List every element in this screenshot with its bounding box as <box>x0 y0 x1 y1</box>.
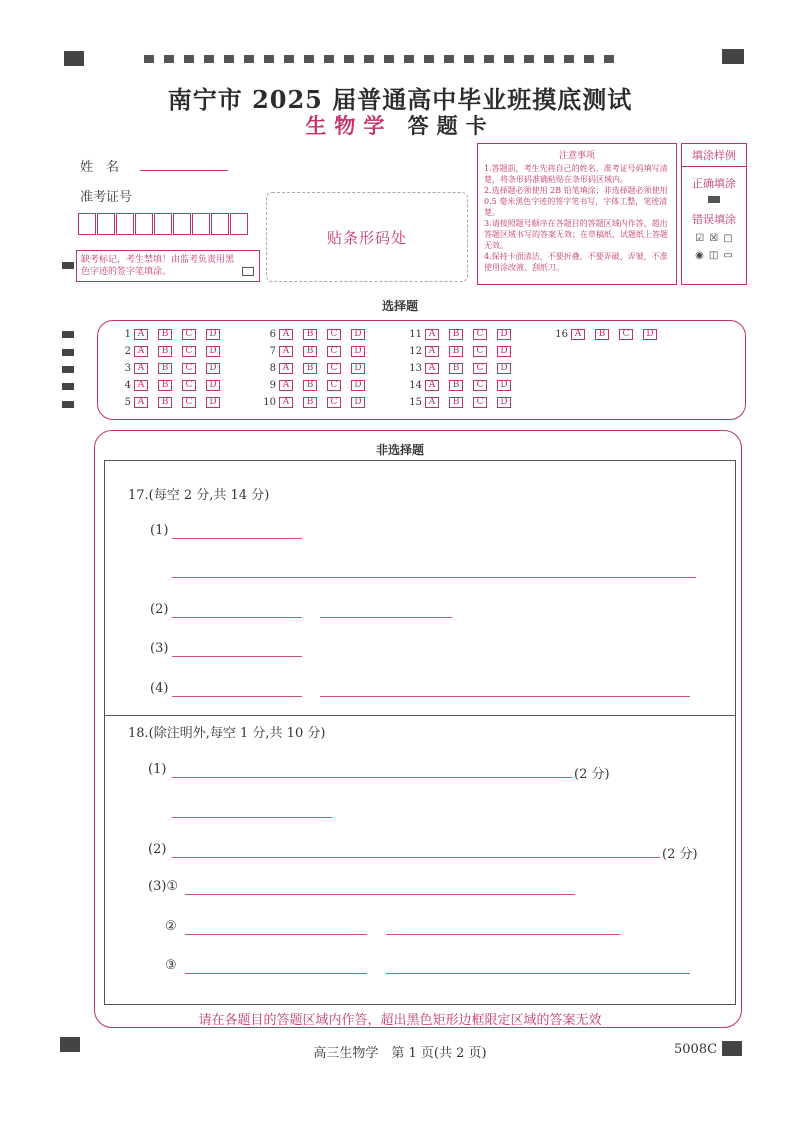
notice-item: 2.选择题必须使用 2B 铅笔填涂；非选择题必须使用 0.5 毫米黑色字迹的签字笔书写，字体工整，笔迹清楚。 <box>484 186 668 217</box>
correct-fill-example <box>708 196 720 203</box>
question-number: 4 <box>124 380 131 391</box>
q17-part-2-answer-line[interactable] <box>320 617 452 618</box>
choice-question-5 <box>113 397 230 408</box>
choice-question-3 <box>113 363 230 374</box>
option-bubble-d[interactable]: D <box>497 329 511 340</box>
q17-part-1-answer-line[interactable] <box>172 538 302 539</box>
page-title: 南宁市 2025 届普通高中毕业班摸底测试 <box>167 85 633 114</box>
option-bubble-d[interactable]: D <box>206 397 220 408</box>
registration-mark <box>62 383 74 390</box>
q17-part-4-answer-line[interactable] <box>320 696 690 697</box>
question-number: 15 <box>409 397 422 408</box>
option-bubble-a[interactable]: A <box>425 363 439 374</box>
q18-part-2-points: (2 分) <box>662 847 698 862</box>
page-footer: 高三生物学 第 1 页(共 2 页) <box>313 1046 487 1061</box>
option-bubble-a[interactable]: A <box>279 329 293 340</box>
question-number: 14 <box>409 380 422 391</box>
question-number: 11 <box>409 329 422 340</box>
q18-part-3-2-label: ② <box>165 919 177 934</box>
name-label: 姓 名 <box>80 160 120 175</box>
barcode-area: 贴条形码处 <box>266 192 468 282</box>
question-number: 16 <box>555 329 568 340</box>
absent-mark-box <box>76 250 260 282</box>
choice-question-12 <box>404 346 521 357</box>
question-number: 8 <box>269 363 276 374</box>
choice-question-14 <box>404 380 521 391</box>
wrong-fill-dot-icon: ◉ <box>695 250 704 261</box>
question-number: 1 <box>124 329 131 340</box>
choice-question-13 <box>404 363 521 374</box>
option-bubble-d[interactable]: D <box>351 329 365 340</box>
option-bubble-d[interactable]: D <box>206 363 220 374</box>
option-bubble-b[interactable]: B <box>158 363 172 374</box>
option-bubble-a[interactable]: A <box>279 346 293 357</box>
name-field[interactable] <box>140 170 228 171</box>
option-bubble-b[interactable]: B <box>449 363 463 374</box>
choice-question-6 <box>258 329 375 340</box>
choice-question-11 <box>404 329 521 340</box>
q18-part-1-answer-line[interactable] <box>172 817 332 818</box>
option-bubble-d[interactable]: D <box>351 397 365 408</box>
option-bubble-b[interactable]: B <box>449 397 463 408</box>
wrong-fill-check-icon: ☑ <box>695 233 705 244</box>
registration-mark <box>62 262 74 269</box>
option-bubble-a[interactable]: A <box>425 346 439 357</box>
question-number: 5 <box>124 397 131 408</box>
wrong-fill-label: 错误填涂 <box>692 213 736 226</box>
question-number: 3 <box>124 363 131 374</box>
card-label: 答题卡 <box>407 113 495 138</box>
choice-question-2 <box>113 346 230 357</box>
option-bubble-d[interactable]: D <box>206 329 220 340</box>
q17-heading: 17.(每空 2 分,共 14 分) <box>128 488 270 503</box>
id-label: 准考证号 <box>80 190 133 205</box>
absent-note: 缺考标记，考生禁填！由监考负责用黑色字迹的签字笔填涂。 <box>81 255 235 277</box>
id-number-boxes[interactable] <box>78 213 249 235</box>
registration-mark-top-left <box>64 51 84 66</box>
q18-part-2-answer-line[interactable] <box>172 857 660 858</box>
option-bubble-d[interactable]: D <box>497 363 511 374</box>
timing-track <box>144 55 624 63</box>
option-bubble-a[interactable]: A <box>279 397 293 408</box>
q17-part-4-answer-line[interactable] <box>172 696 302 697</box>
option-bubble-c[interactable]: C <box>182 346 196 357</box>
option-bubble-c[interactable]: C <box>327 397 341 408</box>
option-bubble-c[interactable]: C <box>327 363 341 374</box>
choice-question-15 <box>404 397 521 408</box>
option-bubble-b[interactable]: B <box>303 346 317 357</box>
choice-question-9 <box>258 380 375 391</box>
wrong-fill-cross-icon: ☒ <box>709 233 719 244</box>
q17-part-1-answer-line[interactable] <box>172 577 696 578</box>
option-bubble-b[interactable]: B <box>449 380 463 391</box>
option-bubble-c[interactable]: C <box>473 363 487 374</box>
option-bubble-c[interactable]: C <box>182 380 196 391</box>
question-divider <box>104 715 736 716</box>
option-bubble-c[interactable]: C <box>473 380 487 391</box>
question-number: 10 <box>263 397 276 408</box>
paper-code: 5008C <box>674 1042 718 1057</box>
registration-mark <box>62 401 74 408</box>
option-bubble-d[interactable]: D <box>497 346 511 357</box>
option-bubble-a[interactable]: A <box>134 363 148 374</box>
option-bubble-b[interactable]: B <box>158 346 172 357</box>
q18-part-3-2-answer-line[interactable] <box>386 934 620 935</box>
q17-part-4-label: (4) <box>150 681 169 696</box>
question-number: 13 <box>409 363 422 374</box>
q18-part-3-answer-line[interactable] <box>185 894 575 895</box>
option-bubble-b[interactable]: B <box>595 329 609 340</box>
wrong-fill-line-icon: ▭ <box>723 250 733 261</box>
option-bubble-a[interactable]: A <box>134 397 148 408</box>
wrong-fill-empty-icon: ▢ <box>723 233 733 244</box>
option-bubble-c[interactable]: C <box>327 329 341 340</box>
registration-mark <box>62 331 74 338</box>
q18-part-3-label: (3)① <box>148 879 179 894</box>
notice-box <box>477 143 677 285</box>
q17-part-2-label: (2) <box>150 602 169 617</box>
option-bubble-c[interactable]: C <box>182 397 196 408</box>
question-number: 7 <box>269 346 276 357</box>
sample-title: 填涂样例 <box>682 144 746 167</box>
non-choice-section-title: 非选择题 <box>375 443 424 457</box>
choice-question-10 <box>258 397 375 408</box>
notice-item: 1.答题前，考生先将自己的姓名、准考证号码填写清楚，将条形码准确粘贴在条形码区域内。 <box>484 164 668 184</box>
option-bubble-d[interactable]: D <box>497 397 511 408</box>
option-bubble-a[interactable]: A <box>279 363 293 374</box>
option-bubble-d[interactable]: D <box>497 380 511 391</box>
q18-part-1-answer-line[interactable] <box>172 777 572 778</box>
q18-part-2-label: (2) <box>148 842 167 857</box>
q18-part-3-3-label: ③ <box>165 958 177 973</box>
q17-part-3-answer-line[interactable] <box>172 656 302 657</box>
registration-mark <box>62 366 74 373</box>
choice-question-16 <box>550 329 667 340</box>
boundary-warning: 请在各题目的答题区域内作答，超出黑色矩形边框限定区域的答案无效 <box>198 1013 602 1028</box>
fill-sample-box <box>681 143 747 285</box>
option-bubble-a[interactable]: A <box>425 397 439 408</box>
option-bubble-d[interactable]: D <box>351 363 365 374</box>
q18-part-3-3-answer-line[interactable] <box>185 973 367 974</box>
option-bubble-a[interactable]: A <box>134 346 148 357</box>
choice-question-8 <box>258 363 375 374</box>
option-bubble-a[interactable]: A <box>571 329 585 340</box>
subject-label: 生物学 <box>305 113 393 138</box>
option-bubble-a[interactable]: A <box>134 380 148 391</box>
option-bubble-b[interactable]: B <box>158 397 172 408</box>
question-number: 9 <box>269 380 276 391</box>
choice-section-title: 选择题 <box>381 299 418 313</box>
question-number: 6 <box>269 329 276 340</box>
option-bubble-b[interactable]: B <box>303 363 317 374</box>
option-bubble-a[interactable]: A <box>425 329 439 340</box>
q18-part-1-label: (1) <box>148 762 167 777</box>
option-bubble-a[interactable]: A <box>425 380 439 391</box>
option-bubble-c[interactable]: C <box>619 329 633 340</box>
option-bubble-c[interactable]: C <box>327 346 341 357</box>
choice-question-1 <box>113 329 230 340</box>
option-bubble-c[interactable]: C <box>473 397 487 408</box>
q17-part-2-answer-line[interactable] <box>172 617 302 618</box>
option-bubble-d[interactable]: D <box>643 329 657 340</box>
correct-fill-label: 正确填涂 <box>692 177 736 190</box>
q18-part-3-2-answer-line[interactable] <box>185 934 367 935</box>
notice-title: 注意事项 <box>558 151 595 161</box>
question-number: 2 <box>124 346 131 357</box>
choice-question-7 <box>258 346 375 357</box>
option-bubble-b[interactable]: B <box>303 380 317 391</box>
notice-item: 4.保持卡面清洁，不要折叠，不要弄破、弄皱，不准使用涂改液、刮纸刀。 <box>484 252 668 272</box>
q18-part-1-points: (2 分) <box>574 767 610 782</box>
option-bubble-b[interactable]: B <box>303 397 317 408</box>
option-bubble-b[interactable]: B <box>449 329 463 340</box>
q17-part-3-label: (3) <box>150 641 169 656</box>
option-bubble-c[interactable]: C <box>182 329 196 340</box>
q18-part-3-3-answer-line[interactable] <box>386 973 690 974</box>
notice-item: 3.请按照题号顺序在各题目的答题区域内作答，超出答题区域书写的答案无效；在草稿纸、试题纸上答题无效。 <box>484 219 668 250</box>
absent-checkbox[interactable] <box>242 267 254 276</box>
option-bubble-c[interactable]: C <box>473 346 487 357</box>
option-bubble-d[interactable]: D <box>206 380 220 391</box>
wrong-fill-half-icon: ◫ <box>708 250 719 261</box>
option-bubble-b[interactable]: B <box>449 346 463 357</box>
q18-heading: 18.(除注明外,每空 1 分,共 10 分) <box>128 726 326 741</box>
option-bubble-c[interactable]: C <box>182 363 196 374</box>
option-bubble-d[interactable]: D <box>351 380 365 391</box>
option-bubble-b[interactable]: B <box>303 329 317 340</box>
option-bubble-a[interactable]: A <box>134 329 148 340</box>
registration-mark-top-right <box>722 49 744 64</box>
option-bubble-a[interactable]: A <box>279 380 293 391</box>
page-subtitle <box>0 110 800 140</box>
option-bubble-d[interactable]: D <box>206 346 220 357</box>
option-bubble-b[interactable]: B <box>158 380 172 391</box>
question-number: 12 <box>409 346 422 357</box>
option-bubble-c[interactable]: C <box>473 329 487 340</box>
option-bubble-c[interactable]: C <box>327 380 341 391</box>
option-bubble-b[interactable]: B <box>158 329 172 340</box>
choice-question-4 <box>113 380 230 391</box>
registration-mark <box>62 349 74 356</box>
q17-part-1-label: (1) <box>150 523 169 538</box>
option-bubble-d[interactable]: D <box>351 346 365 357</box>
